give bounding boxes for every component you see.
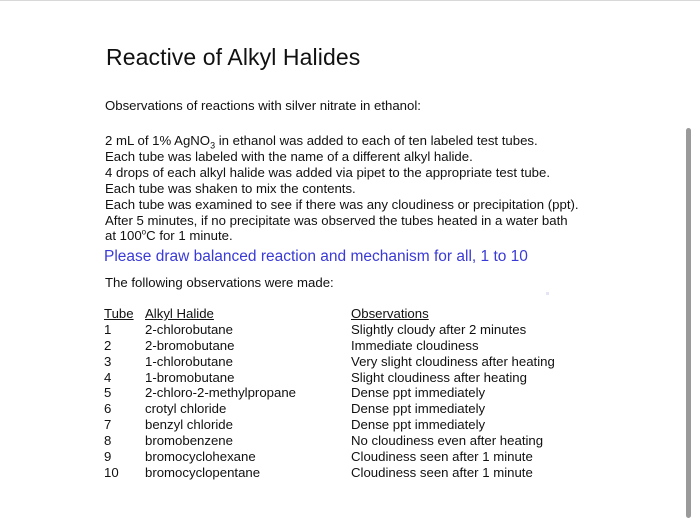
alkyl-halide-name: benzyl chloride (145, 417, 233, 433)
assignment-prompt: Please draw balanced reaction and mechanism for all, 1 to 10 (104, 248, 528, 265)
alkyl-halide-name: 2-chlorobutane (145, 321, 233, 337)
procedure-text (105, 133, 579, 244)
observations-intro: The following observations were made: (105, 275, 334, 290)
tube-number: 3 (104, 353, 112, 369)
tube-number: 9 (104, 449, 112, 465)
tube-number: 7 (104, 417, 112, 433)
observation-text: Very slight cloudiness after heating (351, 353, 555, 369)
alkyl-halide-name: bromocyclohexane (145, 449, 256, 465)
intro-text: Observations of reactions with silver nitrate in ethanol: (105, 98, 421, 113)
alkyl-halide-name: 2-chloro-2-methylpropane (145, 385, 296, 401)
tube-number: 10 (104, 464, 119, 480)
tube-number: 6 (104, 401, 112, 417)
procedure-line-2: Each tube was labeled with the name of a different alkyl halide. (105, 148, 473, 164)
tube-number: 2 (104, 337, 112, 353)
procedure-line-5: Each tube was examined to see if there was any cloudiness or precipitation (ppt). (105, 196, 579, 212)
tube-number: 4 (104, 369, 112, 385)
observation-text: Dense ppt immediately (351, 385, 486, 401)
procedure-line-3: 4 drops of each alkyl halide was added via pipet to the appropriate test tube. (105, 164, 551, 180)
stray-dot (546, 292, 549, 295)
top-divider (0, 0, 700, 1)
alkyl-halide-name: 2-bromobutane (145, 337, 235, 353)
alkyl-halide-name: crotyl chloride (145, 401, 227, 417)
observation-text: No cloudiness even after heating (351, 433, 544, 449)
observation-text: Dense ppt immediately (351, 417, 486, 433)
tube-number: 1 (104, 321, 112, 337)
tube-number: 8 (104, 433, 112, 449)
header-observations: Observations (351, 306, 429, 321)
observation-text: Slightly cloudy after 2 minutes (351, 321, 527, 337)
observation-text: Cloudiness seen after 1 minute (351, 449, 533, 465)
header-tube: Tube (104, 306, 134, 321)
observation-text: Slight cloudiness after heating (351, 369, 527, 385)
observation-text: Dense ppt immediately (351, 401, 486, 417)
procedure-line-1: 2 mL of 1% AgNO$_3$ in ethanol was added to each of ten labeled test tubes. (105, 133, 538, 151)
header-alkyl-halide: Alkyl Halide (145, 306, 214, 321)
procedure-line-4: Each tube was shaken to mix the contents. (105, 180, 356, 196)
observation-text: Cloudiness seen after 1 minute (351, 464, 533, 480)
observation-text: Immediate cloudiness (351, 337, 479, 353)
alkyl-halide-name: 1-chlorobutane (145, 353, 233, 369)
procedure-line-7: at 100$^o$C for 1 minute. (105, 228, 233, 244)
procedure-line-6: After 5 minutes, if no precipitate was observed the tubes heated in a water bath (105, 212, 568, 228)
tube-number: 5 (104, 385, 112, 401)
alkyl-halide-name: bromobenzene (145, 433, 233, 449)
alkyl-halide-name: 1-bromobutane (145, 369, 235, 385)
vertical-scrollbar[interactable] (686, 128, 691, 518)
alkyl-halide-name: bromocyclopentane (145, 464, 261, 480)
page-title: Reactive of Alkyl Halides (106, 44, 361, 70)
